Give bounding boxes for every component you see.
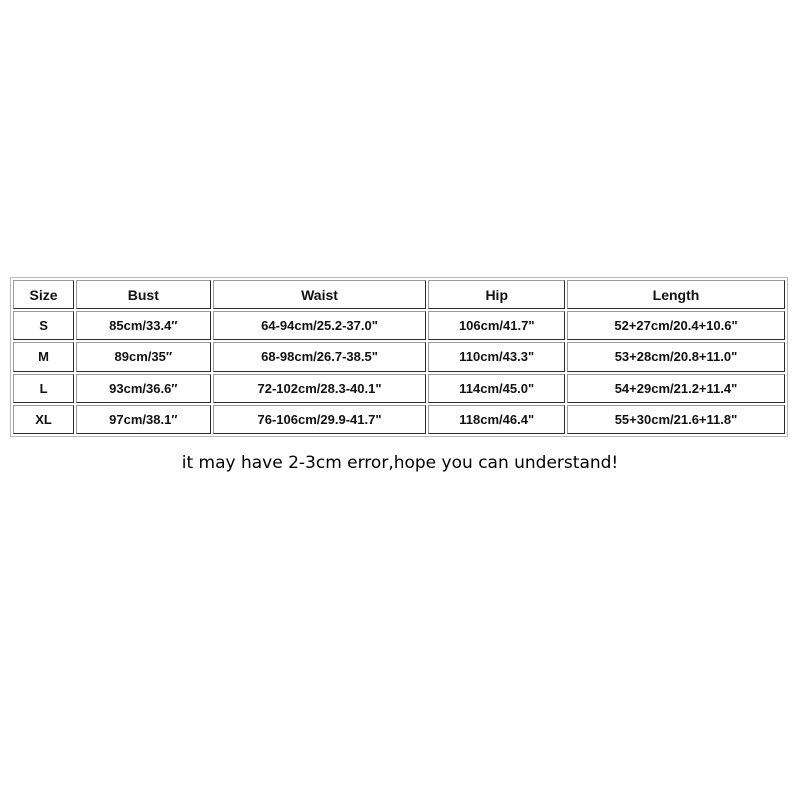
table-row xyxy=(13,311,785,340)
length-cell: 52+27cm/20.4+10.6" xyxy=(567,311,785,340)
size-cell: S xyxy=(13,311,74,340)
bust-cell: 89cm/35″ xyxy=(76,342,210,371)
header-waist: Waist xyxy=(213,280,427,309)
bust-cell: 93cm/36.6″ xyxy=(76,374,210,403)
header-bust: Bust xyxy=(76,280,210,309)
length-cell: 54+29cm/21.2+11.4" xyxy=(567,374,785,403)
waist-cell: 64-94cm/25.2-37.0" xyxy=(213,311,427,340)
size-cell: XL xyxy=(13,405,74,434)
waist-cell: 76-106cm/29.9-41.7" xyxy=(213,405,427,434)
size-chart-table xyxy=(11,278,787,436)
hip-cell: 118cm/46.4" xyxy=(428,405,565,434)
waist-cell: 68-98cm/26.7-38.5" xyxy=(213,342,427,371)
header-size: Size xyxy=(13,280,74,309)
hip-cell: 106cm/41.7" xyxy=(428,311,565,340)
hip-cell: 114cm/45.0" xyxy=(428,374,565,403)
header-hip: Hip xyxy=(428,280,565,309)
hip-cell: 110cm/43.3" xyxy=(428,342,565,371)
size-chart-table-frame xyxy=(10,277,788,437)
bust-cell: 85cm/33.4″ xyxy=(76,311,210,340)
table-row xyxy=(13,342,785,371)
size-cell: L xyxy=(13,374,74,403)
length-cell: 53+28cm/20.8+11.0" xyxy=(567,342,785,371)
size-cell: M xyxy=(13,342,74,371)
table-header-row xyxy=(13,280,785,309)
table-row xyxy=(13,405,785,434)
length-cell: 55+30cm/21.6+11.8" xyxy=(567,405,785,434)
waist-cell: 72-102cm/28.3-40.1" xyxy=(213,374,427,403)
bust-cell: 97cm/38.1″ xyxy=(76,405,210,434)
table-row xyxy=(13,374,785,403)
error-note: it may have 2-3cm error,hope you can understand! xyxy=(181,453,619,473)
header-length: Length xyxy=(567,280,785,309)
